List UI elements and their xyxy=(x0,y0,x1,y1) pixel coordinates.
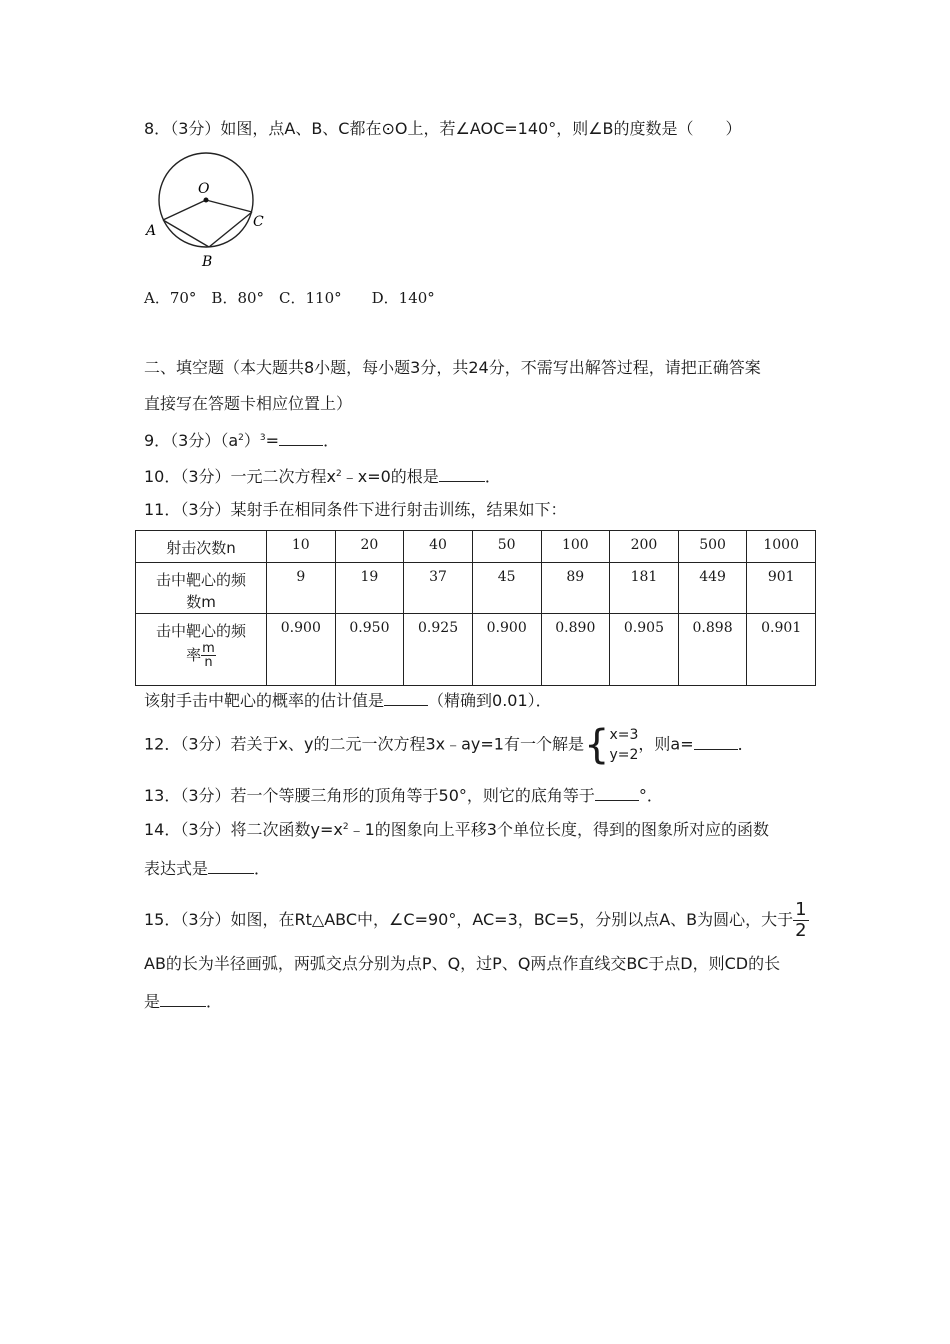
rate-cell: 0.950 xyxy=(335,614,404,686)
section2-heading-2: 直接写在答题卡相应位置上） xyxy=(144,394,353,413)
q15-line2: AB的长为半径画弧，两弧交点分别为点P、Q，过P、Q两点作直线交BC于点D，则CD的长 xyxy=(144,954,781,973)
brace-icon: { xyxy=(584,722,610,768)
q9-end: ． xyxy=(323,431,340,450)
half-den: 2 xyxy=(795,920,807,941)
segment-oc xyxy=(206,200,252,212)
q8-options: A．70° B．80° C．110° D．140° xyxy=(144,289,435,307)
segment-bc xyxy=(209,212,252,247)
q10-end: ． xyxy=(484,467,501,486)
rate-cell: 0.900 xyxy=(267,614,336,686)
hits-cell: 181 xyxy=(610,563,679,614)
shots-cell: 50 xyxy=(472,531,541,563)
q14-suffix: ﹣1的图象向上平移3个单位长度，得到的图象所对应的函数 xyxy=(348,820,769,839)
q14-line1 xyxy=(144,819,769,841)
q11-after-end: （精确到0.01）． xyxy=(428,691,552,710)
q9-suffix: = xyxy=(265,431,280,450)
header-hits-line1: 击中靶心的频 xyxy=(155,571,246,589)
label-c: C xyxy=(253,214,264,230)
q10-line xyxy=(144,465,501,488)
hits-cell: 19 xyxy=(335,563,404,614)
header-rates-word: 率 xyxy=(186,646,202,664)
shots-cell: 100 xyxy=(541,531,610,563)
q15-end: ． xyxy=(206,992,223,1011)
q10-answer-blank xyxy=(439,465,485,482)
shots-cell: 10 xyxy=(267,531,336,563)
q13-end: °． xyxy=(638,786,663,805)
q8-line xyxy=(144,118,742,140)
shots-cell: 1000 xyxy=(747,531,816,563)
q10-prefix: 10．（3分）一元二次方程x xyxy=(144,467,337,486)
table-row-shots xyxy=(136,531,816,563)
shooting-table xyxy=(135,530,816,686)
q14-line2 xyxy=(144,857,270,880)
q11-answer-blank xyxy=(384,689,428,706)
table-row-hits xyxy=(136,563,816,614)
q10-exp: 2 xyxy=(336,469,342,479)
q13-answer-blank xyxy=(595,784,639,801)
hits-cell: 37 xyxy=(404,563,473,614)
q9-line xyxy=(144,429,339,452)
q14-line2-text: 表达式是 xyxy=(144,859,209,878)
shots-cell: 200 xyxy=(610,531,679,563)
header-hits xyxy=(136,563,267,614)
q12-answer-blank xyxy=(694,733,738,750)
center-point xyxy=(204,198,209,203)
half-num: 1 xyxy=(795,899,807,920)
rate-cell: 0.925 xyxy=(404,614,473,686)
hits-cell: 45 xyxy=(472,563,541,614)
q11-after-text: 该射手击中靶心的概率的估计值是 xyxy=(144,691,385,710)
q14-prefix: 14．（3分）将二次函数y=x xyxy=(144,820,343,839)
equation-2: y=2 xyxy=(609,747,639,763)
equation-1: x=3 xyxy=(609,727,639,743)
q14-exp: 2 xyxy=(342,822,349,832)
rate-cell: 0.905 xyxy=(610,614,679,686)
rate-cell: 0.898 xyxy=(678,614,747,686)
q13-prefix: 13．（3分）若一个等腰三角形的顶角等于50°，则它的底角等于 xyxy=(144,786,595,805)
label-o: O xyxy=(198,181,210,197)
rate-cell: 0.900 xyxy=(472,614,541,686)
segment-oa xyxy=(163,200,206,220)
shots-cell: 500 xyxy=(678,531,747,563)
q9-mid: ） xyxy=(243,431,260,450)
header-rates-line1: 击中靶心的频 xyxy=(155,622,246,640)
header-rates xyxy=(136,614,267,686)
label-a: A xyxy=(146,223,157,239)
hits-cell: 89 xyxy=(541,563,610,614)
q9-exp1: 2 xyxy=(238,433,244,443)
q15-line3 xyxy=(144,990,222,1013)
hits-cell: 9 xyxy=(267,563,336,614)
fraction-half xyxy=(793,900,808,941)
table-row-rates xyxy=(136,614,816,686)
fraction-m-n xyxy=(201,642,216,669)
q11-after xyxy=(144,689,552,712)
hits-cell: 901 xyxy=(747,563,816,614)
q8-text: 如图，点A、B、C都在⊙O上，若∠AOC=140°，则∠B的度数是（ ） xyxy=(220,119,742,138)
header-rates-line2 xyxy=(138,642,264,669)
q12-suffix: ，则a= xyxy=(638,734,694,754)
q13-line xyxy=(144,784,663,807)
fraction-den: n xyxy=(204,655,213,670)
q12-end: ． xyxy=(737,734,754,754)
header-shots: 射击次数n xyxy=(136,531,267,563)
q15-answer-blank xyxy=(160,990,206,1007)
rate-cell: 0.901 xyxy=(747,614,816,686)
shots-cell: 20 xyxy=(335,531,404,563)
q14-answer-blank xyxy=(208,857,254,874)
hits-cell: 449 xyxy=(678,563,747,614)
q15-line1 xyxy=(144,900,809,941)
fraction-num: m xyxy=(202,641,215,656)
q15-line1-text: 15．（3分）如图，在Rt△ABC中，∠C=90°，AC=3，BC=5，分别以点A、B为圆心，大于 xyxy=(144,910,794,929)
rate-cell: 0.890 xyxy=(541,614,610,686)
shots-cell: 40 xyxy=(404,531,473,563)
section2-heading-1: 二、填空题（本大题共8小题，每小题3分，共24分，不需写出解答过程，请把正确答案 xyxy=(144,358,761,377)
header-hits-line2: 数m xyxy=(186,593,216,611)
q10-suffix: ﹣x=0的根是 xyxy=(341,467,439,486)
label-b: B xyxy=(202,254,213,270)
equation-system xyxy=(584,722,639,768)
q9-exp2: 3 xyxy=(259,433,266,443)
q14-end: ． xyxy=(254,859,271,878)
q12-prefix: 12．（3分）若关于x、y的二元一次方程3x﹣ay=1有一个解是 xyxy=(144,734,584,754)
q9-answer-blank xyxy=(279,429,323,446)
circle-figure xyxy=(142,150,272,270)
q11-text: 11．（3分）某射手在相同条件下进行射击训练，结果如下： xyxy=(144,500,567,519)
q8-number: 8． xyxy=(144,119,171,138)
q15-line3-text: 是 xyxy=(144,992,161,1011)
q8-score: （3分） xyxy=(170,119,221,138)
q12-line xyxy=(144,722,754,768)
q9-prefix: 9．（3分）（a xyxy=(144,431,239,450)
